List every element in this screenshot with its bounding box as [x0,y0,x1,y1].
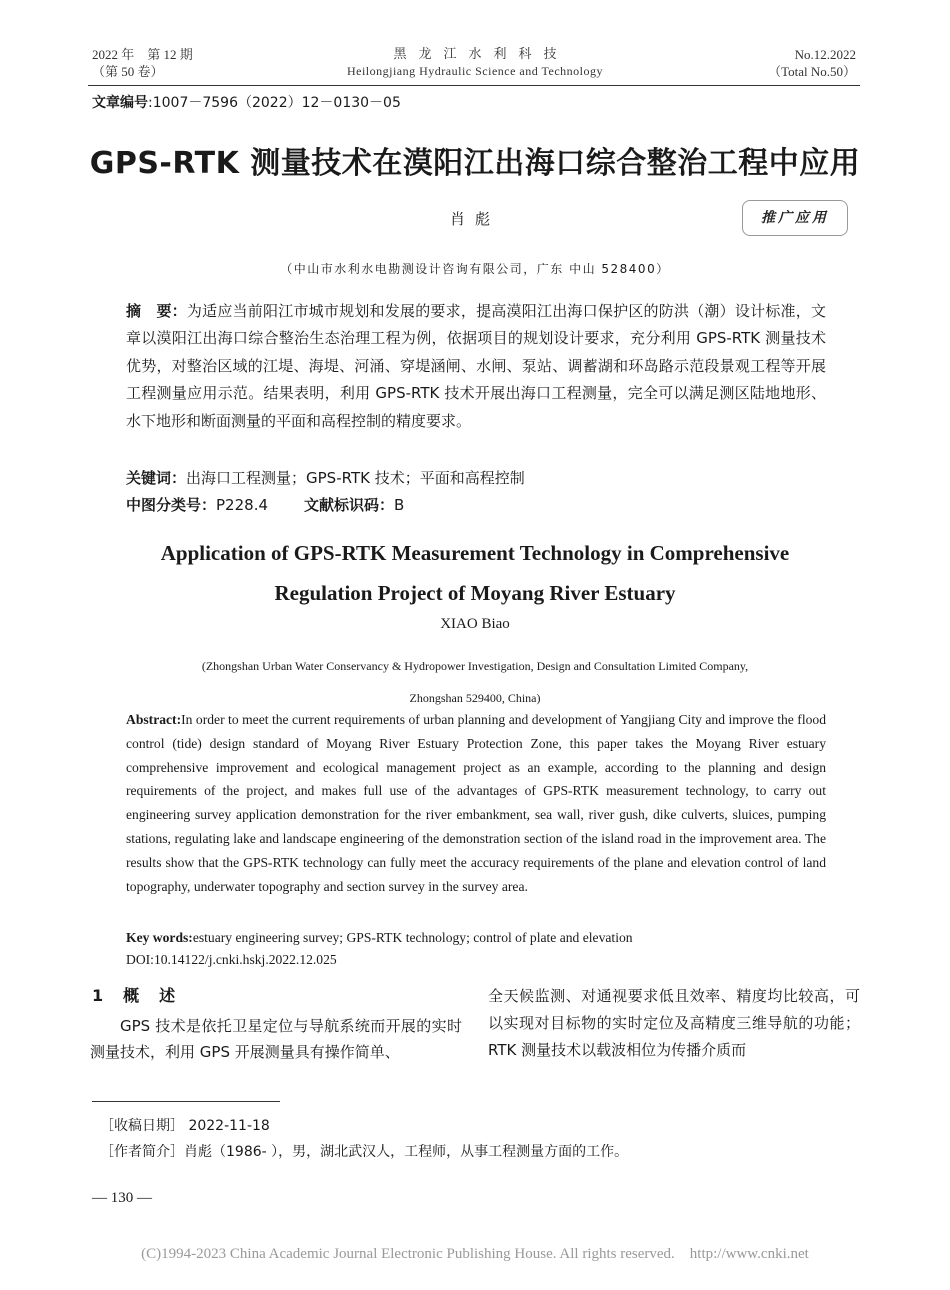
footnote-divider [92,1101,280,1102]
footnote-received [100,1115,270,1137]
received-label: ［收稿日期］ [100,1118,184,1134]
keywords-en-label: Key words: [126,930,193,945]
section-heading: 1 概 述 [92,986,178,1005]
footnote-author [100,1141,628,1163]
doi: DOI:10.14122/j.cnki.hskj.2022.12.025 [126,952,337,967]
doc-code-value: B [394,496,405,514]
title-en-line1: Application of GPS-RTK Measurement Technology in Comprehensive [160,541,790,565]
title-cn: GPS-RTK 测量技术在漠阳江出海口综合整治工程中应用 [89,146,861,181]
body-left-column [90,1013,462,1065]
issue-number [768,46,856,80]
affiliation-en [0,650,950,714]
abstract-cn-label: 摘 要： [126,302,187,320]
copyright-notice: (C)1994-2023 China Academic Journal Electronic Publishing House. All rights reserved. http://www.cnki.net [141,1246,809,1262]
issue-number-line2: （Total No.50） [768,64,856,79]
author-bio-label: ［作者简介］ [100,1144,184,1160]
clc-value: P228.4 [216,496,269,514]
title-en [0,533,950,613]
author-cn: 肖彪 [449,210,500,228]
title-en-line2: Regulation Project of Moyang River Estuary [274,581,676,605]
article-number [92,92,401,112]
header-divider [88,85,860,86]
keywords-en-text: estuary engineering survey; GPS-RTK technology; control of plate and elevation [192,930,633,945]
doc-code-label: 文献标识码： [304,496,395,514]
journal-name-en: Heilongjiang Hydraulic Science and Technology [346,64,604,78]
author-en: XIAO Biao [440,616,510,632]
abstract-cn [126,298,826,435]
abstract-en-label: Abstract: [126,712,182,727]
keywords-cn-text: 出海口工程测量；GPS-RTK 技术；平面和高程控制 [186,469,525,487]
body-left-text: GPS 技术是依托卫星定位与导航系统而开展的实时测量技术，利用 GPS 开展测量具有操作简单、 [90,1017,462,1061]
journal-name-cn: 黑龙江水利科技 [393,47,569,62]
issue-number-line1: No.12.2022 [794,47,856,62]
keywords-cn [126,465,826,492]
abstract-en [126,708,826,898]
keywords-cn-label: 关键词： [126,469,187,487]
category-badge: 推广应用 [742,200,848,236]
affiliation-cn: （中山市水利水电勘测设计咨询有限公司，广东 中山 528400） [280,262,670,276]
affiliation-en-line2: Zhongshan 529400, China) [409,691,541,705]
clc-label: 中图分类号： [126,496,217,514]
abstract-en-text: In order to meet the current requirements of urban planning and development of Yangjiang City and improve the flood control (tide) design standard of Moyang River Estuary Protection Zone, this paper takes the Moyang River estuary comprehensive improvement and ecological management project as an example, according to the planning and design requirements of the project, and makes full use of the advantages of GPS-RTK measurement technology, to carry out engineering survey application demonstration for the river embankment, sea wall, river gush, dike culverts, sluices, pumping stations, regulating lake and landscape engineering of the demonstration section of the island road in the improvement area. The results show that the GPS-RTK technology can fully meet the accuracy requirements of the plane and elevation control of land topography, underwater topography and section survey in the survey area. [126,712,826,894]
affiliation-en-line1: (Zhongshan Urban Water Conservancy & Hydropower Investigation, Design and Consultation Limited Company, [201,659,749,673]
abstract-cn-text: 为适应当前阳江市城市规划和发展的要求，提高漠阳江出海口保护区的防洪（潮）设计标准，文章以漠阳江出海口综合整治生态治理工程为例，依据项目的规划设计要求，充分利用 GPS-RTK 测量技术优势，对整治区域的江堤、海堤、河涌、穿堤涵闸、水闸、泵站、调蓄湖和环岛路示范段景观工程等开展工程测量应用示范。结果表明，利用 GPS-RTK 技术开展出海口工程测量，完全可以满足测区陆地地形、水下地形和断面测量的平面和高程控制的精度要求。 [126,302,826,430]
article-number-label: 文章编号 [92,95,148,111]
article-number-value: :1007－7596（2022）12－0130－05 [148,95,401,111]
received-value: 2022-11-18 [188,1118,270,1134]
classification [126,492,826,519]
issue-line1: 2022 年 第 12 期 [92,47,193,62]
issue-line2: （第 50 卷） [92,64,164,79]
keywords-en [126,926,826,950]
body-right-column: 全天候监测、对通视要求低且效率、精度均比较高，可以实现对目标物的实时定位及高精度三维导航的功能；RTK 测量技术以载波相位为传播介质而 [488,987,860,1059]
page-number: — 130 — [92,1190,152,1206]
author-bio-value: 肖彪（1986- ），男，湖北武汉人，工程师，从事工程测量方面的工作。 [184,1144,629,1160]
